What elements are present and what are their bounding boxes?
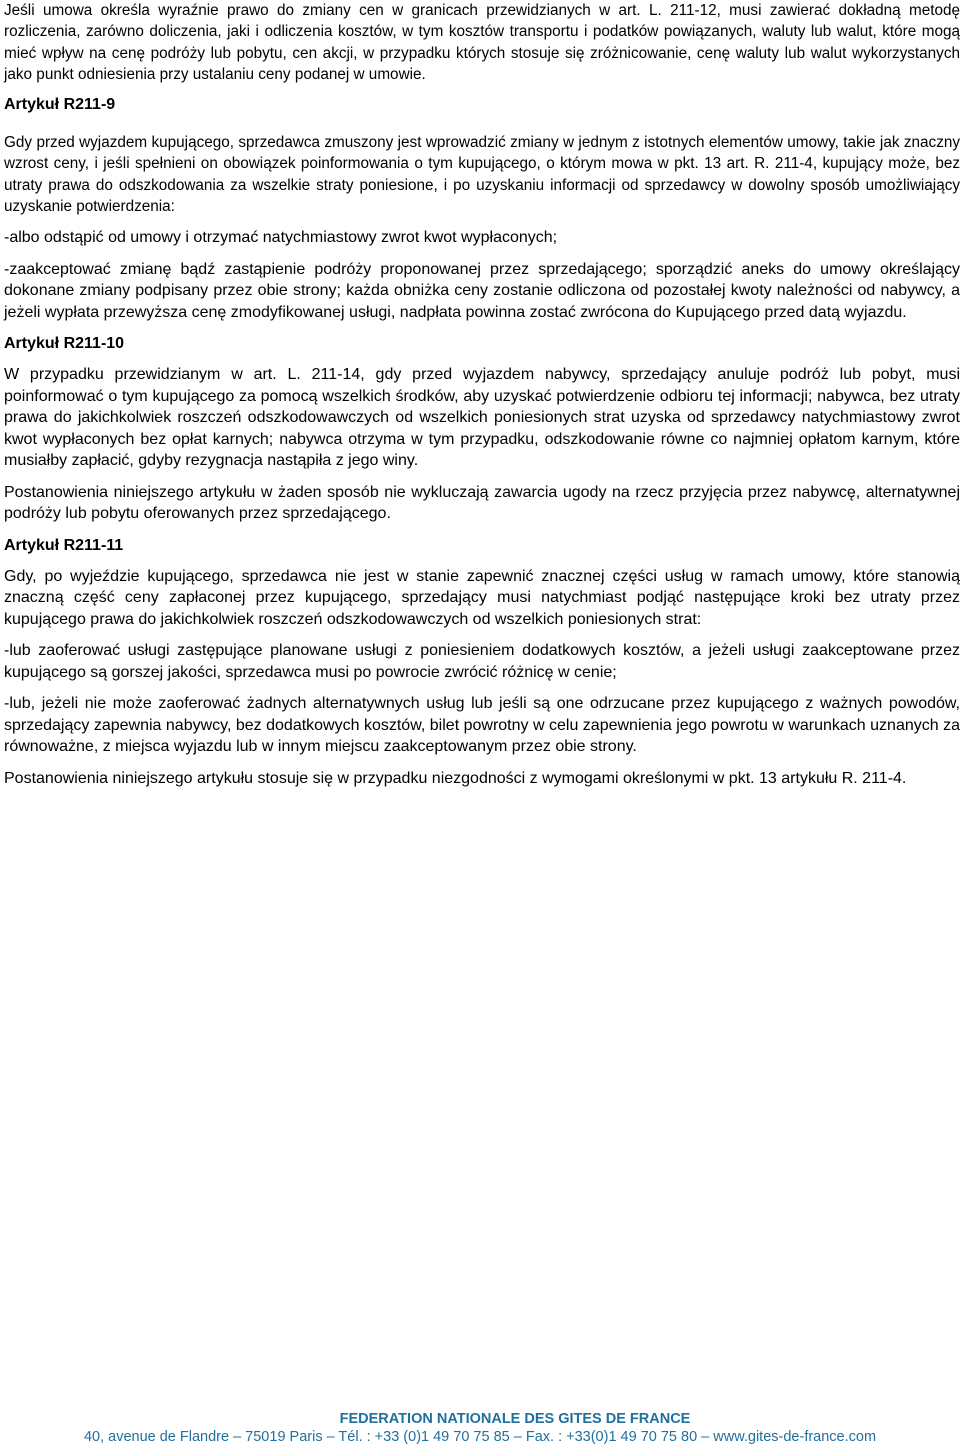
article-r211-9-paragraph-2: -albo odstąpić od umowy i otrzymać natychmiastowy zwrot kwot wypłaconych; [4,229,558,247]
article-r211-10-heading: Artykuł R211-10 [4,335,125,353]
article-r211-11-paragraph-3: -lub, jeżeli nie może zaoferować żadnych alternatywnych usług lub jeśli są one odrzucane przez kupującego z ważnych powodów, sprzedający zapewnia nabywcy, bez dodatkowych kosztów, bilet powrotny w celu zapewnienia jego powrotu w warunkach uznanych za równoważne, z miejsca wyjazdu lub w innym miejscu zaakceptowanym przez obie strony. [4,695,960,756]
article-r211-11-heading: Artykuł R211-11 [4,536,124,554]
article-r211-11-paragraph-4: Postanowienia niniejszego artykułu stosuje się w przypadku niezgodności z wymogami określonymi w pkt. 13 artykułu R. 211-4. [4,769,907,787]
footer-organization: FEDERATION NATIONALE DES GITES DE FRANCE [339,1411,691,1427]
article-r211-9-heading: Artykuł R211-9 [4,96,116,114]
article-r211-10-paragraph-2: Postanowienia niniejszego artykułu w żaden sposób nie wykluczają zawarcia ugody na rzecz przyjęcia przez nabywcę, alternatywnej podróży lub pobytu oferowanych przez sprzedającego. [4,483,960,523]
intro-paragraph: Jeśli umowa określa wyraźnie prawo do zmiany cen w granicach przewidzianych w art. L. 211-12, musi zawierać dokładną metodę rozliczenia, zarówno doliczenia, jaki i odliczenia kosztów, w tym kosztów transportu i podatków powiązanych, waluty lub walut, które mogą mieć wpływ na cenę podróży lub pobytu, cen akcji, w przypadku których stosuje się zróżnicowanie, cenę waluty lub walut wykorzystanych jako punkt odniesienia przy ustalaniu ceny podanej w umowie. [4,2,960,83]
article-r211-9-paragraph-3: -zaakceptować zmianę bądź zastąpienie podróży proponowanej przez sprzedającego; sporządzić aneks do umowy określający dokonane zmiany podpisany przez obie strony; każda obniżka ceny zostanie odliczona od pozostałej kwoty należności od nabywcy, a jeżeli wypłata przewyższa cenę zmodyfikowanej usługi, nadpłata powinna zostać zwrócona do Kupującego przed datą wyjazdu. [4,260,960,321]
article-r211-9-paragraph-1: Gdy przed wyjazdem kupującego, sprzedawca zmuszony jest wprowadzić zmiany w jednym z istotnych elementów umowy, takie jak znaczny wzrost ceny, i jeśli spełnieni on obowiązek poinformowania o tym kupującego, o którym mowa w pkt. 13 art. R. 211-4, kupujący może, bez utraty prawa do odszkodowania za wszelkie straty poniesione, i po uzyskaniu informacji od sprzedawcy w dowolny sposób umożliwiający uzyskanie potwierdzenia: [4,134,960,216]
page-footer [0,1410,960,1447]
article-r211-11-paragraph-2: -lub zaoferować usługi zastępujące planowane usługi z poniesieniem dodatkowych kosztów, a jeżeli usługi zaakceptowane przez kupującego są gorszej jakości, sprzedawca musi po powrocie zwrócić różnicę w cenie; [4,642,960,681]
article-r211-11-paragraph-1: Gdy, po wyjeździe kupującego, sprzedawca nie jest w stanie zapewnić znacznej części usług w ramach umowy, które stanowią znaczną część ceny zapłaconej przez kupującego, sprzedający musi natychmiast podjąć następujące kroki bez utraty przez kupującego prawa do jakichkolwiek roszczeń odszkodowawczych od wszelkich poniesionych strat: [4,567,960,628]
footer-address: 40, avenue de Flandre – 75019 Paris – Tél. : +33 (0)1 49 70 75 85 – Fax. : +33(0)1 49 70 75 80 – www.gites-de-france.com [83,1429,877,1445]
document-body [4,0,960,789]
article-r211-10-paragraph-1: W przypadku przewidzianym w art. L. 211-14, gdy przed wyjazdem nabywcy, sprzedający anuluje podróż lub pobyt, musi poinformować o tym kupującego za pomocą wszelkich środków, aby uzyskać potwierdzenie odbioru tej informacji; nabywca, bez utraty prawa do jakichkolwiek roszczeń odszkodowawczych od wszelkich poniesionych strat uzyska od sprzedawcy natychmiastowy zwrot kwot wypłaconych bez opłat karnych; nabywca otrzyma w tym przypadku, odszkodowanie równe co najmniej opłatom karnym, które musiałby zapłacić, gdyby rezygnacja nastąpiła z jego winy. [4,366,960,470]
